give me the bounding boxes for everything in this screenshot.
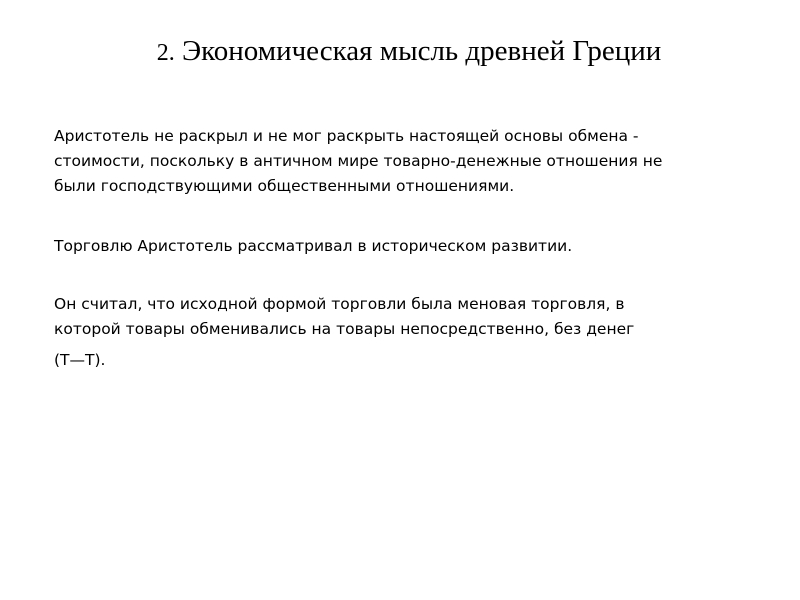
title-text: Экономическая мысль древней Греции bbox=[181, 35, 662, 67]
paragraph-line: которой товары обменивались на товары непосредственно, без денег bbox=[54, 320, 635, 338]
paragraph-1 bbox=[54, 124, 774, 199]
slide-body bbox=[54, 124, 774, 373]
paragraph-line: были господствующими общественными отношениями. bbox=[54, 177, 515, 195]
paragraph-line: стоимости, поскольку в античном мире товарно-денежные отношения не bbox=[54, 152, 663, 170]
paragraph-3 bbox=[54, 292, 774, 373]
paragraph-line: (Т—Т). bbox=[54, 351, 106, 369]
paragraph-2 bbox=[54, 234, 774, 259]
paragraph-line: Торговлю Аристотель рассматривал в историческом развитии. bbox=[54, 237, 573, 255]
slide-title bbox=[0, 32, 800, 72]
paragraph-line: Он считал, что исходной формой торговли была меновая торговля, в bbox=[54, 295, 625, 313]
title-number: 2. bbox=[156, 40, 175, 66]
paragraph-line: Аристотель не раскрыл и не мог раскрыть настоящей основы обмена - bbox=[54, 127, 639, 145]
